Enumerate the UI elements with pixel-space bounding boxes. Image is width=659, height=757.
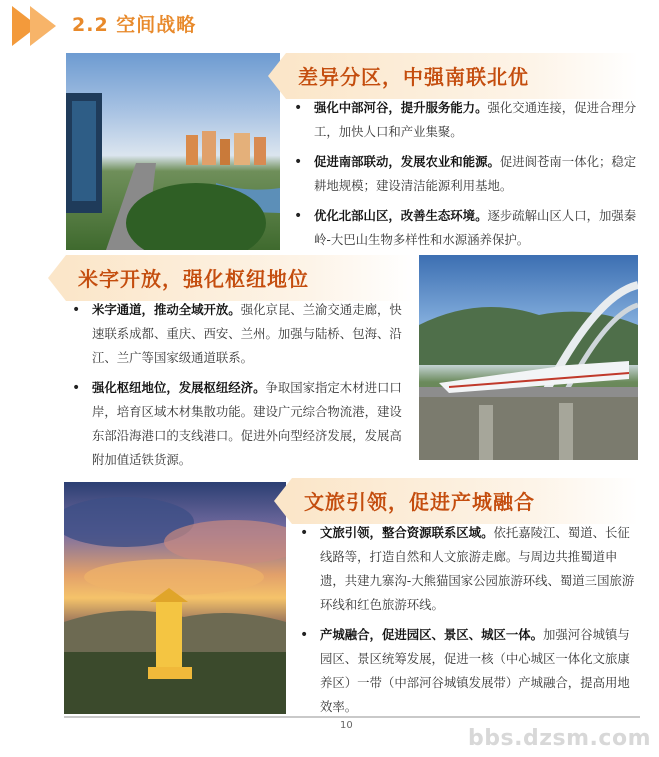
- footer-divider: [64, 716, 640, 718]
- list-item: • 强化枢纽地位，发展枢纽经济。争取国家指定木材进口口岸，培育区域木材集散功能。建设广元综合物流港，建设东部沿海港口的支线港口。促进外向型经济发展，发展高附加值适铁货源。: [68, 376, 413, 472]
- train-bridge-photo: [419, 255, 638, 460]
- list-item: • 产城融合，促进园区、景区、城区一体。加强河谷城镇与园区、景区统筹发展，促进一核（中心城区一体化文旅康养区）一带（中部河谷城镇发展带）产城融合，提高用地效率。: [296, 623, 638, 719]
- zoning-list: [290, 96, 638, 258]
- section-heading-openness: 米字开放，强化枢纽地位: [66, 255, 414, 301]
- list-item: • 强化中部河谷，提升服务能力。强化交通连接，促进合理分工，加快人口和产业集聚。: [290, 96, 638, 144]
- section-heading-zoning: 差异分区，中强南联北优: [286, 53, 638, 99]
- list-item: • 米字通道，推动全域开放。强化京昆、兰渝交通走廊，快速联系成都、重庆、西安、兰州。加强与陆桥、包海、沿江、兰广等国家级通道联系。: [68, 298, 413, 370]
- section-heading-tourism: 文旅引领，促进产城融合: [292, 478, 638, 524]
- list-item: • 优化北部山区，改善生态环境。逐步疏解山区人口，加强秦岭-大巴山生物多样性和水源涵养保护。: [290, 204, 638, 252]
- list-item: • 文旅引领，整合资源联系区域。依托嘉陵江、蜀道、长征线路等，打造自然和人文旅游走廊。与周边共推蜀道申遗，共建九寨沟-大熊猫国家公园旅游环线、蜀道三国旅游环线和红色旅游环线。: [296, 521, 638, 617]
- page-title: 2.2 空间战略: [72, 14, 197, 36]
- header-chevron-icon: [30, 6, 56, 46]
- city-photo: [66, 53, 280, 250]
- list-item: • 促进南部联动，发展农业和能源。促进阆苍南一体化；稳定耕地规模；建设清洁能源利用基地。: [290, 150, 638, 198]
- tourism-list: [296, 521, 638, 725]
- openness-list: [68, 298, 413, 478]
- sunset-tower-photo: [64, 482, 286, 714]
- watermark: bbs.dzsm.com: [468, 726, 651, 751]
- page-number: 10: [340, 720, 353, 731]
